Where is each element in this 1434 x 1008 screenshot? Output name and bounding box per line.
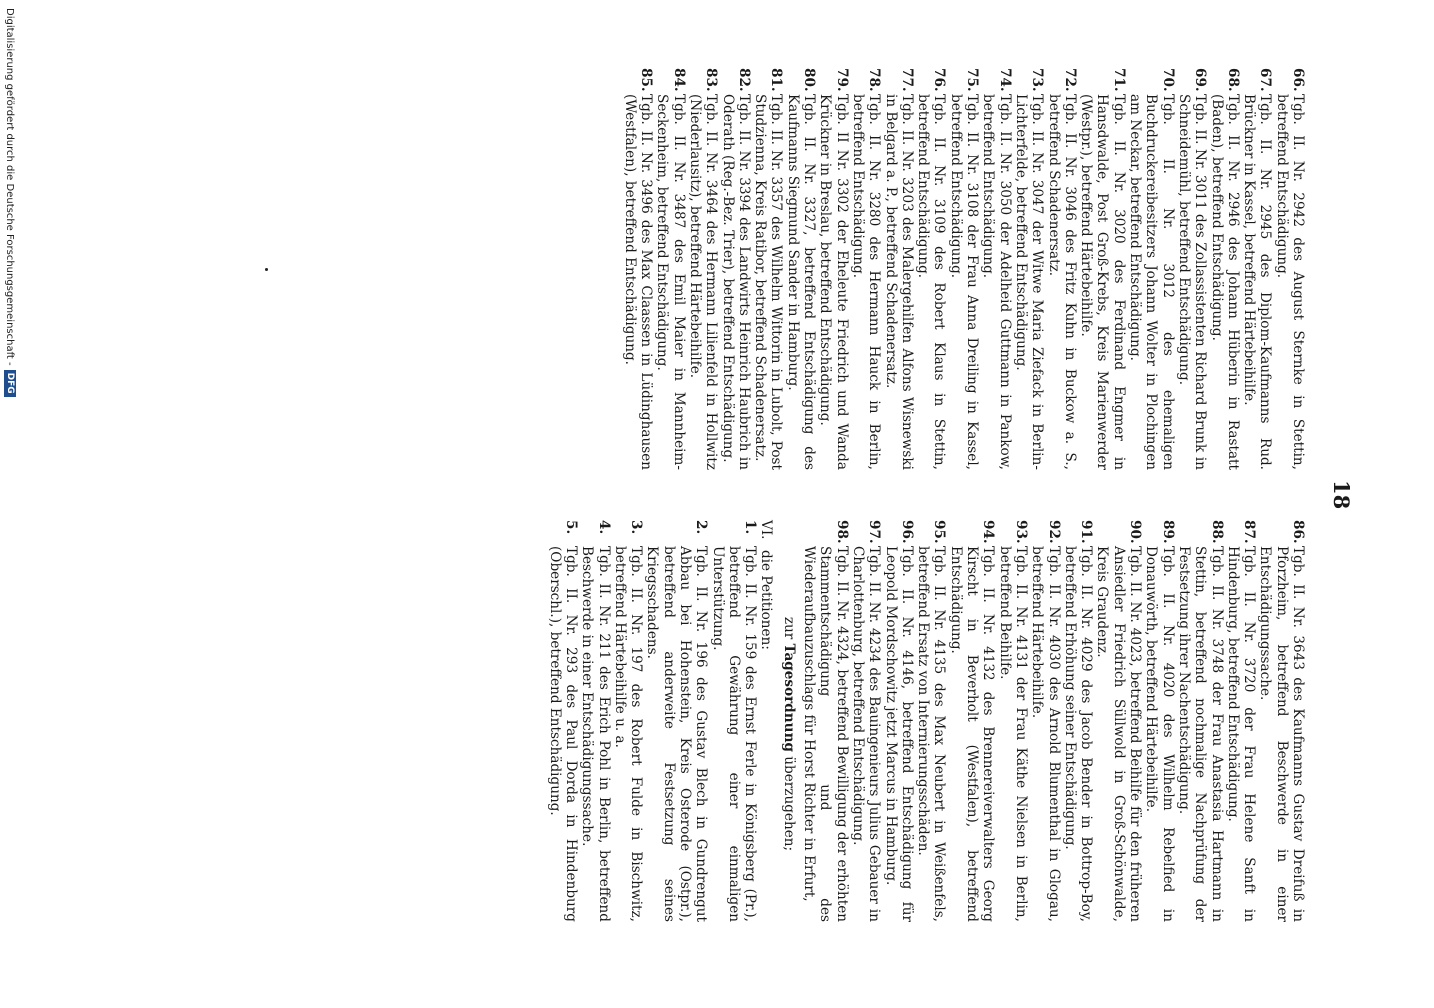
list-item [801,520,850,922]
section-vi-items [546,520,758,922]
right-column [546,520,1306,922]
item-text: Tgb. II. Nr. 4132 des Brennereiverwalters Georg Kirscht in Beverholt (Westfalen), betreffend Entschädigung. [947,546,997,922]
left-column [622,68,1306,470]
item-number: 73. [1029,68,1046,92]
item-text: Tgb. II. Nr. 3046 des Fritz Kuhn in Buckow a. S., betreffend Schadenersatz. [1045,94,1078,470]
list-item [980,68,1013,470]
item-text: Tgb. II. Nr. 3487 des Emil Maier in Mannheim-Seckenheim, betreffend Entschädigung. [654,94,687,470]
item-text: Tgb. II. Nr. 2942 des August Sternke in Stettin, betreffend Entschädigung. [1273,94,1306,470]
list-item [719,68,752,470]
item-text: Tgb. II. Nr. 211 des Erich Pohl in Berlin, betreffend Beschwerde in einer Entschädigungssache. [579,546,612,922]
item-number: 71. [1110,68,1127,92]
right-entries [801,520,1306,922]
item-number: 77. [898,68,915,92]
list-item [996,520,1029,922]
item-number: 68. [1224,68,1241,92]
item-number: 82. [735,68,752,92]
digitization-footer [4,0,16,1008]
item-number: 4. [595,520,612,535]
list-item [915,68,948,470]
scan-speck [265,268,268,271]
item-number: 69. [1192,68,1209,92]
item-number: 78. [866,68,883,92]
item-number: 1. [742,520,759,535]
item-text: Tgb. II. Nr. 3203 des Malergehilfen Alfons Wisnewski in Belgard a. P., betreffend Schadenersatz. [882,94,915,470]
item-number: 66. [1290,68,1306,92]
item-text: Tgb. II. Nr. 3011 des Zollassistenten Richard Brunk in Schneidemühl, betreffend Entschädigung. [1175,94,1209,470]
list-item [546,520,579,922]
item-text: Tgb. II. Nr. 3643 des Kaufmanns Gustav Dreifuß in Pforzheim, betreffend Beschwerde in einer Entschädigungssache. [1257,546,1306,922]
item-text: Tgb. II. Nr. 2945 des Diplom-Kaufmanns Rud. Brückner in Kassel, betreffend Härtebeihilfe. [1241,94,1274,470]
item-text: Tgb. II. Nr. 3012 des ehemaligen Buchdruckereibesitzers Johann Wolter in Plochingen am Neckar, betreffend Entschädigung. [1127,94,1176,470]
list-item [1273,68,1306,470]
item-number: 79. [833,68,850,92]
item-number: 74. [996,68,1013,92]
item-text: Tgb. II. Nr. 4324, betreffend Bewilligung der erhöhten Stammentschädigung und des Wiederaufbauzuschlags für Horst Richter in Erfurt, [801,546,850,922]
item-text: Tgb. II. Nr. 159 des Ernst Ferle in Königsberg (Pr.), betreffend Gewährung einer einmaligen Unterstützung. [709,546,759,922]
item-number: 80. [801,68,818,92]
list-item [709,520,758,922]
item-number: 98. [833,520,850,544]
item-text: Tgb. II. Nr. 3108 der Frau Anna Dreiling in Kassel, betreffend Entschädigung. [947,94,981,470]
item-text: Tgb. II. Nr. 4023, betreffend Beihilfe für den früheren Ansiedler Friedrich Süllwold in Groß-Schönwalde, Kreis Graudenz. [1094,546,1144,922]
item-text: Tgb. II. Nr. 3047 der Witwe Maria Ziefack in Berlin-Lichterfelde, betreffend Entschädigung. [1012,94,1046,470]
list-item [915,520,948,922]
agenda-suffix: überzugehen; [780,756,797,852]
section-vi-heading [758,520,774,922]
list-item [1078,68,1127,470]
list-item [882,520,915,922]
item-text: Tgb. II. Nr. 3464 des Hermann Lilienfeld in Hollwitz (Niederlausitz), betreffend Härtebeihilfe. [687,94,720,470]
list-item [579,520,612,922]
list-item [752,68,785,470]
item-text: Tgb. II Nr. 3302 der Eheleute Friedrich und Wanda Krückner in Breslau, betreffend Entschädigung. [817,94,850,470]
item-number: 2. [693,520,710,535]
item-number: 84. [670,68,687,92]
item-number: 91. [1078,520,1095,544]
item-number: 67. [1257,68,1274,92]
item-number: 5. [562,520,579,535]
item-text: Tgb. II. Nr. 4135 des Max Neubert in Weißenfels, betreffend Ersatz von Internierungsschäden. [915,546,948,922]
item-text: Tgb. II. Nr. 4131 der Frau Käthe Nielsen in Berlin, betreffend Beihilfe. [996,546,1029,922]
item-text: Tgb. II. Nr. 4234 des Bauingenieurs Julius Gebauer in Charlottenburg, betreffend Entschädigung. [849,546,883,922]
list-item [1143,520,1176,922]
item-text: Tgb. II. Nr. 3109 des Robert Klaus in Stettin, betreffend Entschädigung. [915,94,948,470]
list-item [1257,520,1306,922]
item-number: 94. [980,520,997,544]
item-number: 90. [1127,520,1144,544]
list-item [1029,520,1062,922]
item-text: Tgb. II. Nr. 3357 des Wilhelm Wittorin in Lubolt, Post Studzienna, Kreis Ratibor, betreffend Schadenersatz. [752,94,785,470]
page-number: 18 [1329,480,1354,510]
item-number: 83. [703,68,720,92]
item-text: Tgb. II. Nr. 4146, betreffend Entschädigung für Leopold Mordschowitz jetzt Marcus in Hamburg. [882,546,915,922]
item-text: Tgb. II. Nr. 3280 des Hermann Hauck in Berlin, betreffend Entschädigung. [849,94,883,470]
list-item [654,68,687,470]
item-number: 75. [964,68,981,92]
item-text: Tgb. II. Nr. 3050 der Adelheid Guttmann in Pankow, betreffend Entschädigung. [980,94,1013,470]
item-text: Tgb. II. Nr. 4029 des Jacob Bender in Bottrop-Boy, betreffend Erhöhung seiner Entschädigung. [1061,546,1095,922]
item-text: Tgb. II. Nr. 197 des Robert Fulde in Bischwitz, betreffend Härtebeihilfe u. a. [611,546,645,922]
item-number: 96. [898,520,915,544]
footer-text: Digitalisierung gefördert durch die Deutsche Forschungsgemeinschaft - [4,8,16,366]
list-item [850,68,883,470]
list-item [947,68,980,470]
list-item [1045,68,1078,470]
list-item [1208,68,1241,470]
item-number: 93. [1012,520,1029,544]
item-number: 3. [628,520,645,535]
list-item [1062,520,1095,922]
list-item [817,68,850,470]
agenda-line [781,546,797,922]
item-text: Tgb. II. Nr. 196 des Gustav Blech in Gundrengut Abbau bei Hohenstein, Kreis Osterode (Ostpr.), betreffend anderweite Festsetzung seines Kriegsschadens. [644,546,710,922]
item-number: 95. [931,520,948,544]
list-item [850,520,883,922]
list-item [785,68,818,470]
item-number: 72. [1061,68,1078,92]
list-item [622,68,655,470]
list-item [644,520,709,922]
item-number: 81. [768,68,785,92]
agenda-prefix: zur [780,616,797,640]
list-item [947,520,996,922]
item-text: Tgb. II. Nr. 3720 der Frau Helene Sanft in Hindenburg, betreffend Entschädigung. [1224,546,1258,922]
item-text: Tgb. II. Nr. 293 des Paul Dorda in Hindenburg (Oberschl.), betreffend Entschädigung. [546,546,579,922]
item-number: 89. [1159,520,1176,544]
item-text: Tgb. II. Nr. 4020 des Wilhelm Rebelfied in Donauwörth, betreffend Härtebeihilfe. [1143,546,1176,922]
list-item [882,68,915,470]
list-item [1013,68,1046,470]
dfg-logo: DFG [4,370,16,397]
item-number: 92. [1045,520,1062,544]
item-number: 76. [931,68,948,92]
item-number: 88. [1208,520,1225,544]
item-number: 85. [638,68,655,92]
section-number: VI. [758,520,775,540]
item-text: Tgb. II. Nr. 3748 der Frau Anastasia Hartmann in Stettin, betreffend nochmalige Nachprüfung der Festsetzung ihrer Nachentschädigung. [1175,546,1225,922]
item-number: 70. [1159,68,1176,92]
list-item [1127,68,1176,470]
item-number: 97. [866,520,883,544]
list-item [1176,68,1209,470]
list-item [1176,520,1225,922]
item-text: Tgb. II. Nr. 3496 des Max Claassen in Lüdinghausen (Westfalen), betreffend Entschädigung. [621,94,655,470]
list-item [1225,520,1258,922]
item-text: Tgb. II. Nr. 3327, betreffend Entschädigung des Kaufmanns Siegmund Sander in Hamburg. [784,94,818,470]
agenda-keyword: Tagesordnung [780,643,797,752]
list-item [687,68,720,470]
item-text: Tgb. II. Nr. 2946 des Johann Hüberin in Rastatt (Baden), betreffend Entschädigung. [1208,94,1241,470]
item-text: Tgb. II. Nr. 3394 des Landwirts Heinrich Haubrich in Oderath (Reg.-Bez. Trier), betreffend Entschädigung. [719,94,752,470]
item-number: 86. [1290,520,1306,544]
list-item [1241,68,1274,470]
section-heading: die Petitionen: [758,550,775,650]
item-text: Tgb. II. Nr. 3020 des Ferdinand Engmer in Hansdwalde, Post Groß-Krebs, Kreis Marienwerder (Westpr.), betreffend Härtebeihilfe. [1078,94,1127,470]
item-text: Tgb. II. Nr. 4030 des Arnold Blumenthal in Glogau, betreffend Härtebeihilfe. [1029,546,1062,922]
list-item [1094,520,1143,922]
list-item [612,520,645,922]
item-number: 87. [1241,520,1258,544]
